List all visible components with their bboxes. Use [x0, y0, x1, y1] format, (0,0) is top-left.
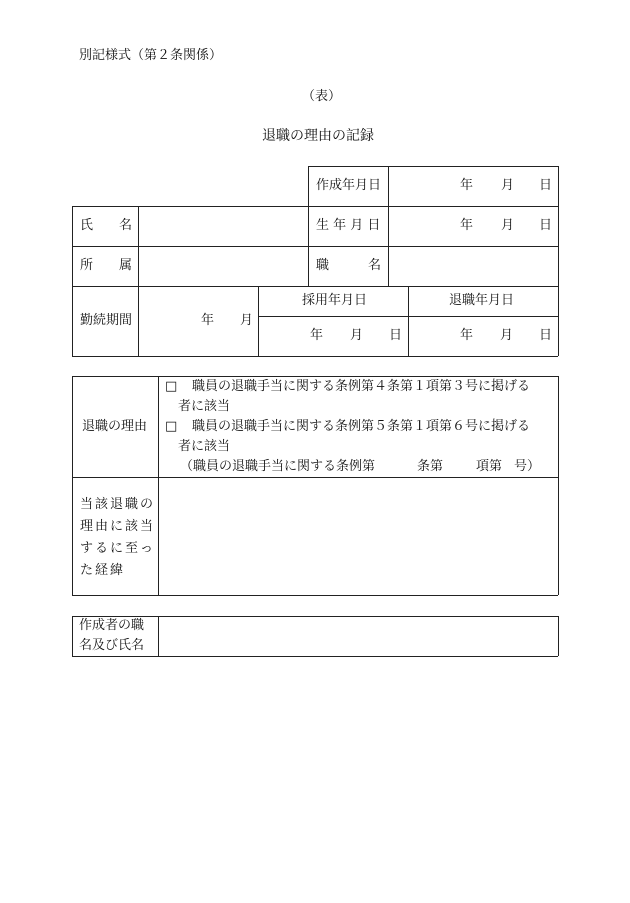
creation-date-day: 日 [539, 178, 553, 193]
tenure-label: 勤続期間 [80, 313, 133, 328]
name-label-char-1: 氏 [80, 218, 94, 233]
retire-date-year: 年 [460, 328, 474, 343]
retire-date-label: 退職年月日 [449, 293, 515, 308]
option-2-text-line-2: 者に該当 [178, 439, 231, 454]
checkbox-option-2[interactable]: □ [165, 419, 178, 434]
hire-date-label: 採用年月日 [302, 293, 368, 308]
birth-date-day: 日 [539, 218, 553, 233]
retire-date-day: 日 [539, 328, 553, 343]
hire-date-year: 年 [310, 328, 324, 343]
hire-date-day: 日 [389, 328, 403, 343]
tenure-year: 年 [201, 313, 215, 328]
background-field[interactable] [159, 478, 558, 595]
option-1-text-line-1: 職員の退職手当に関する条例第４条第１項第３号に掲げる [192, 379, 531, 394]
hire-date-month: 月 [350, 328, 364, 343]
note-item: 号） [514, 459, 541, 474]
author-field[interactable] [159, 617, 558, 656]
form-reference: 別記様式（第２条関係） [79, 48, 223, 63]
tenure-month: 月 [240, 313, 254, 328]
side-label: （表） [302, 89, 342, 104]
creation-date-month: 月 [501, 178, 515, 193]
name-label-char-2: 名 [119, 218, 133, 233]
note-article: 条第 [417, 459, 444, 474]
retire-date-month: 月 [500, 328, 514, 343]
background-label-line-2: 理由に該当 [80, 519, 156, 534]
birth-date-month: 月 [501, 218, 515, 233]
dept-label-char-2: 属 [119, 258, 133, 273]
page-title: 退職の理由の記録 [262, 128, 374, 144]
creation-date-label: 作成年月日 [316, 178, 382, 193]
option-1-text-line-2: 者に該当 [178, 399, 231, 414]
dept-field[interactable] [139, 247, 308, 286]
background-label-line-3: するに至っ [80, 541, 156, 556]
author-label-line-2: 名及び氏名 [79, 638, 145, 653]
checkbox-option-1[interactable]: □ [165, 379, 178, 394]
dept-label-char-1: 所 [80, 258, 94, 273]
position-label-char-2: 名 [368, 258, 382, 273]
creation-date-year: 年 [460, 178, 474, 193]
author-label-line-1: 作成者の職 [79, 618, 145, 633]
reason-label: 退職の理由 [82, 419, 148, 434]
background-label-line-4: た経緯 [80, 563, 126, 578]
birth-date-label: 生 年 月 日 [316, 218, 381, 233]
background-label-line-1: 当該退職の [80, 497, 156, 512]
position-label-char-1: 職 [316, 258, 330, 273]
note-open: （職員の退職手当に関する条例第 [180, 459, 376, 474]
note-paragraph: 項第 [476, 459, 503, 474]
name-field[interactable] [139, 207, 308, 246]
position-field[interactable] [389, 247, 558, 286]
option-2-text-line-1: 職員の退職手当に関する条例第５条第１項第６号に掲げる [192, 419, 531, 434]
birth-date-year: 年 [460, 218, 474, 233]
